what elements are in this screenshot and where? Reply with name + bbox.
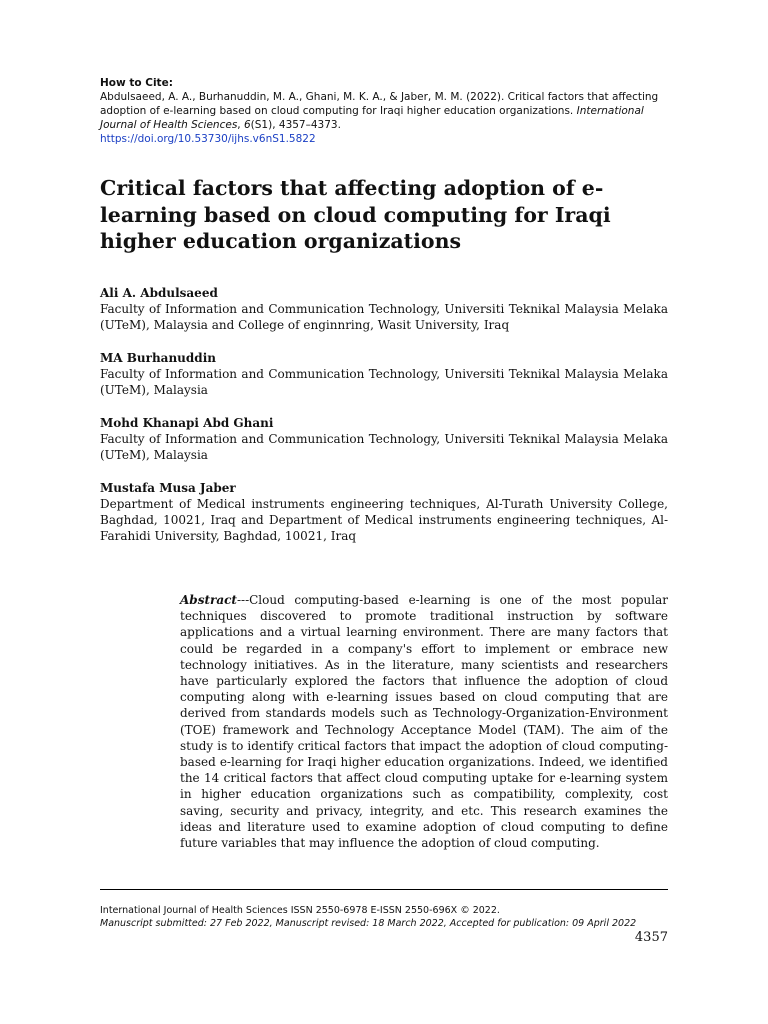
author-block bbox=[100, 285, 668, 333]
footer-submission-dates: Manuscript submitted: 27 Feb 2022, Manuscript revised: 18 March 2022, Accepted for publication: 09 April 2022 bbox=[100, 918, 637, 929]
author-affiliation: Department of Medical instruments engineering techniques, Al-Turath University College, Baghdad, 10021, Iraq and Department of Medical instruments engineering techniques, Al-Farahidi University, Baghdad, 10021, Iraq bbox=[100, 497, 668, 543]
author-block bbox=[100, 415, 668, 463]
author-list bbox=[100, 285, 668, 561]
author-name: Mustafa Musa Jaber bbox=[100, 481, 236, 495]
page-number: 4357 bbox=[634, 930, 668, 945]
author-name: Mohd Khanapi Abd Ghani bbox=[100, 416, 274, 430]
citation-volume: 6 bbox=[243, 119, 251, 131]
author-block bbox=[100, 480, 668, 544]
footer-divider bbox=[100, 889, 668, 890]
citation-journal: International Journal of Health Sciences bbox=[100, 105, 644, 131]
abstract-label: Abstract bbox=[180, 593, 237, 607]
citation-issue-pages: (S1), 4357–4373. bbox=[250, 119, 341, 131]
footer bbox=[100, 904, 668, 930]
abstract bbox=[180, 592, 668, 851]
citation-block bbox=[100, 76, 660, 146]
author-name: Ali A. Abdulsaeed bbox=[100, 286, 218, 300]
author-affiliation: Faculty of Information and Communication Technology, Universiti Teknikal Malaysia Melaka (UTeM), Malaysia bbox=[100, 432, 668, 462]
author-affiliation: Faculty of Information and Communication Technology, Universiti Teknikal Malaysia Melaka (UTeM), Malaysia bbox=[100, 367, 668, 397]
citation-text bbox=[100, 91, 658, 131]
abstract-dashes: --- bbox=[236, 593, 250, 607]
author-block bbox=[100, 350, 668, 398]
abstract-text: Cloud computing-based e-learning is one of the most popular techniques discovered to promote traditional instruction by software applications and a virtual learning environment. There are many factors that could be regarded in a company's effort to implement or embrace new technology initiatives. As in the literature, many scientists and researchers have particularly explored the factors that influence the adoption of cloud computing along with e-learning issues based on cloud computing that are derived from standards models such as Technology-Organization-Environment (TOE) framework and Technology Acceptance Model (TAM). The aim of the study is to identify critical factors that impact the adoption of cloud computing-based e-learning for Iraqi higher education organizations. Indeed, we identified the 14 critical factors that affect cloud computing uptake for e-learning system in higher education organizations such as compatibility, complexity, cost saving, security and privacy, integrity, and etc. This research examines the ideas and literature used to examine adoption of cloud computing to define future variables that may influence the adoption of cloud computing. bbox=[180, 593, 668, 851]
author-affiliation: Faculty of Information and Communication Technology, Universiti Teknikal Malaysia Melaka (UTeM), Malaysia and College of enginnring, Wasit University, Iraq bbox=[100, 302, 668, 332]
citation-authors-title: Abdulsaeed, A. A., Burhanuddin, M. A., Ghani, M. K. A., & Jaber, M. M. (2022). Critical factors that affecting adoption of e-learning based on cloud computing for Iraqi higher education organizations. bbox=[100, 91, 659, 117]
paper-title: Critical factors that affecting adoption of e-learning based on cloud computing for Iraqi higher education organizations bbox=[100, 176, 611, 253]
footer-journal-line: International Journal of Health Sciences ISSN 2550-6978 E-ISSN 2550-696X © 2022. bbox=[100, 905, 500, 916]
author-name: MA Burhanuddin bbox=[100, 351, 216, 365]
citation-label: How to Cite: bbox=[100, 77, 173, 89]
citation-sep: , bbox=[237, 119, 244, 131]
doi-link[interactable]: https://doi.org/10.53730/ijhs.v6nS1.5822 bbox=[100, 133, 316, 145]
